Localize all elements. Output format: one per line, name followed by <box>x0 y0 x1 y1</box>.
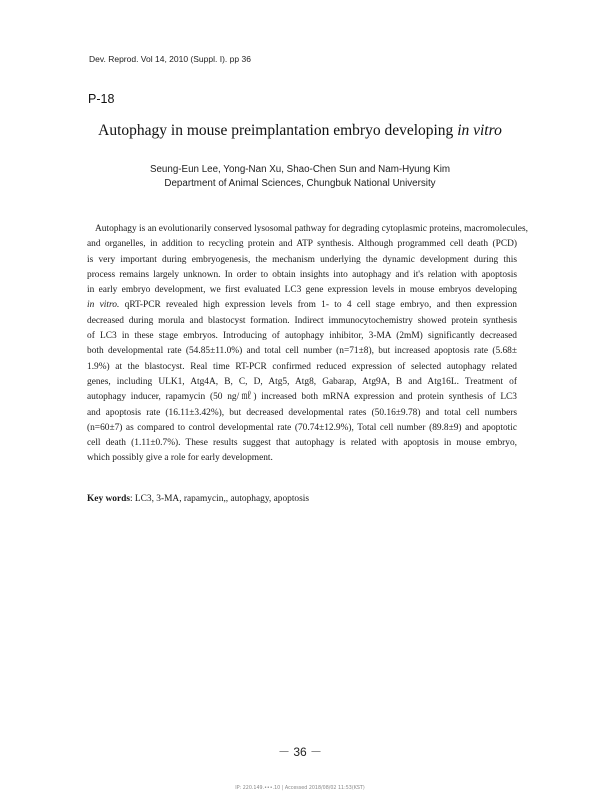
poster-id: P-18 <box>88 92 115 106</box>
paper-title <box>0 122 600 140</box>
title-main: Autophagy in mouse preimplantation embryo developing <box>98 122 458 139</box>
page-number: － 36 － <box>277 745 323 759</box>
abstract-line: and apoptosis rate (16.11±3.42%), but decreased developmental rates (50.16±9.78) and total cell numbers <box>87 407 517 418</box>
journal-citation: Dev. Reprod. Vol 14, 2010 (Suppl. I). pp 36 <box>89 54 251 64</box>
abstract-line: process remains largely unknown. In order to obtain insights into autophagy and it's relation with apoptosis <box>87 269 517 280</box>
abstract-line: (n=60±7) as compared to control developmental rate (70.74±12.9%), Total cell number (89.8±9) and apoptotic <box>87 422 517 433</box>
authors: Seung-Eun Lee, Yong-Nan Xu, Shao-Chen Sun and Nam-Hyung Kim <box>149 164 451 175</box>
abstract-line <box>87 298 517 313</box>
abstract-line: genes, including ULK1, Atg4A, B, C, D, Atg5, Atg8, Gabarap, Atg9A, B and Atg16L. Treatment of <box>87 376 517 387</box>
abstract-line: which possibly give a role for early development. <box>87 453 273 464</box>
keywords <box>87 494 309 504</box>
abstract-italic-in-vitro: in vitro. <box>87 300 125 311</box>
abstract-line: cell death (1.11±0.7%). These results suggest that autophagy is related with apoptosis in mouse embryo, <box>87 438 517 449</box>
abstract-line: Autophagy is an evolutionarily conserved lysosomal pathway for degrading cytoplasmic proteins, macromolecules, <box>95 224 528 234</box>
abstract-line: of LC3 in these stage embryos. Introducing of autophagy inhibitor, 3-MA (2mM) significantly decreased <box>87 331 517 342</box>
abstract-line: 1.9%) at the blastocyst. Real time RT-PCR confirmed reduced expression of selected autophagy related <box>87 361 517 372</box>
affiliation: Department of Animal Sciences, Chungbuk National University <box>164 178 436 189</box>
abstract <box>87 222 528 467</box>
abstract-line: decreased during morula and blastocyst formation. Indirect immunocytochemistry showed protein synthesis <box>87 315 517 326</box>
abstract-line-text: qRT-PCR revealed high expression levels from 1- to 4 cell stage embryo, and then expression <box>124 300 517 311</box>
abstract-line: is very important during embryogenesis, the mechanism underlying the dynamic development during this <box>87 254 517 265</box>
keywords-label: Key words <box>87 494 130 504</box>
access-footer: IP: 220.149.•••.10 | Accessed 2018/08/02 11:53(KST) <box>235 786 365 791</box>
keywords-text: : LC3, 3-MA, rapamycin,, autophagy, apoptosis <box>129 494 310 504</box>
abstract-line: in early embryo development, we first evaluated LC3 gene expression levels in mouse embryos developing <box>87 285 517 296</box>
title-italic: in vitro <box>457 122 502 139</box>
abstract-line: and organelles, in addition to recycling protein and ATP synthesis. Although programmed cell death (PCD) <box>87 239 517 250</box>
abstract-line: both developmental rate (54.85±11.0%) and total cell number (n=71±8), but increased apoptosis rate (5.68± <box>87 346 517 357</box>
abstract-line: autophagy inducer, rapamycin (50 ng/㎖) increased both mRNA expression and protein synthesis of LC3 <box>87 392 517 403</box>
